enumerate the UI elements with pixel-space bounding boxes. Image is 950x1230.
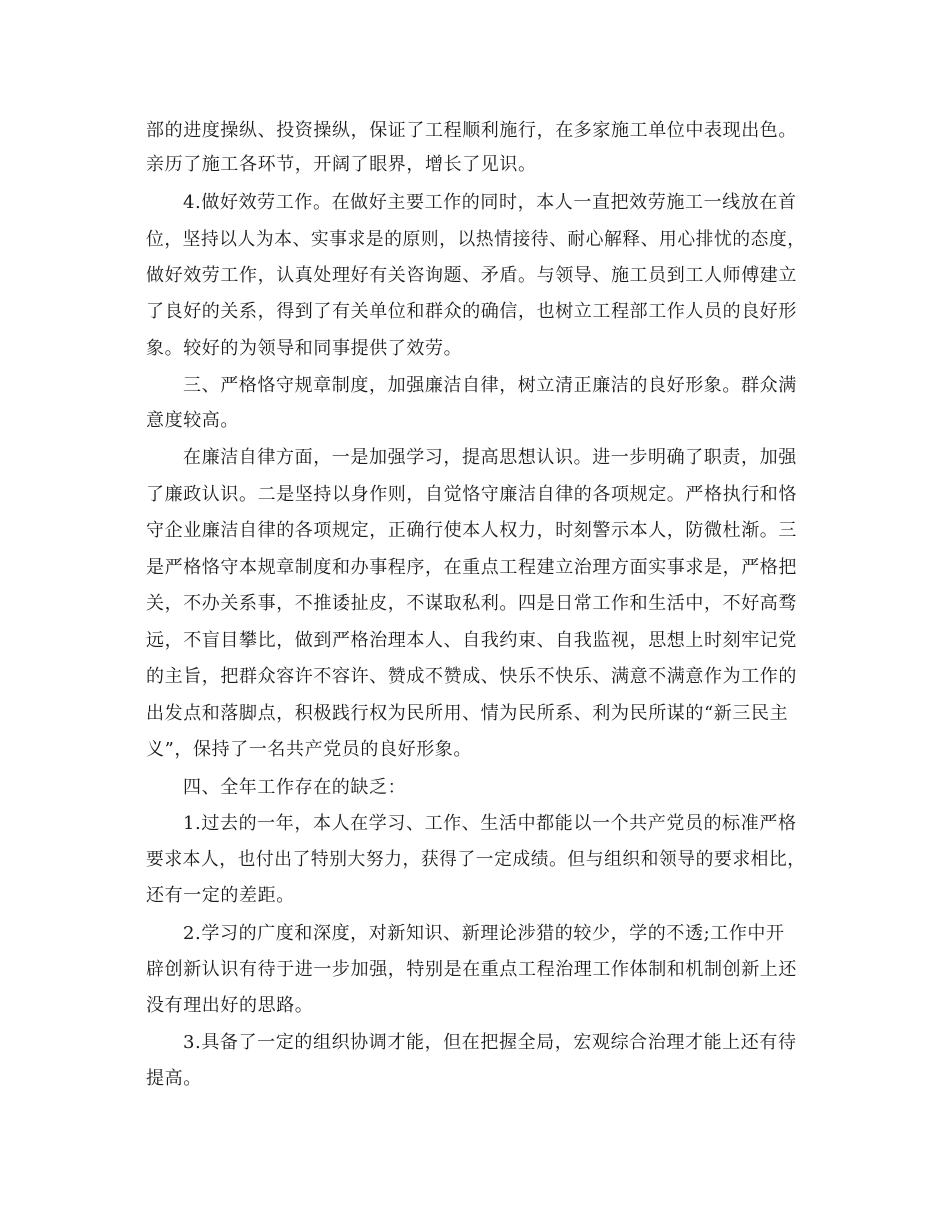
text-line: 做好效劳工作，认真处理好有关咨询题、矛盾。与领导、施工员到工人师傅建立 [146,265,797,286]
text-line: 义”，保持了一名共产党员的良好形象。 [146,739,473,760]
text-line: 三、严格恪守规章制度，加强廉洁自律，树立清正廉洁的良好形象。群众满 [183,375,797,396]
text-line: 1.过去的一年，本人在学习、工作、生活中都能以一个共产党员的标准严格 [183,813,797,834]
text-line: 出发点和落脚点，积极践行权为民所用、情为民所系、利为民所谋的“新三民主 [146,703,789,724]
text-line: 2.学习的广度和深度，对新知识、新理论涉猎的较少，学的不透;工作中开 [183,923,785,944]
text-line: 还有一定的差距。 [146,885,295,906]
text-line: 是严格恪守本规章制度和办事程序，在重点工程建立治理方面实事求是，严格把 [146,557,797,578]
text-line: 在廉洁自律方面，一是加强学习，提高思想认识。进一步明确了职责，加强 [183,447,797,468]
text-line: 了良好的关系，得到了有关单位和群众的确信，也树立工程部工作人员的良好形 [146,301,797,322]
text-line: 守企业廉洁自律的各项规定，正确行使本人权力，时刻警示本人，防微杜渐。三 [146,520,797,541]
text-line: 的主旨，把群众容许不容许、赞成不赞成、快乐不快乐、满意不满意作为工作的 [146,666,797,687]
text-line: 部的进度操纵、投资操纵，保证了工程顺利施行，在多家施工单位中表现出色。 [146,120,797,141]
text-line: 要求本人，也付出了特别大努力，获得了一定成绩。但与组织和领导的要求相比， [146,849,806,870]
text-line: 亲历了施工各环节，开阔了眼界，增长了见识。 [146,154,537,175]
text-line: 四、全年工作存在的缺乏： [183,777,407,798]
text-line: 4.做好效劳工作。在做好主要工作的同时，本人一直把效劳施工一线放在首 [183,192,797,213]
text-line: 关，不办关系事，不推诿扯皮，不谋取私利。四是日常工作和生活中，不好高骛 [146,593,797,614]
text-line: 没有理出好的思路。 [146,995,314,1016]
text-line: 意度较高。 [146,410,239,431]
text-line: 远，不盲目攀比，做到严格治理本人、自我约束、自我监视，思想上时刻牢记党 [146,630,797,651]
text-line: 提高。 [146,1068,202,1089]
text-line: 位，坚持以人为本、实事求是的原则，以热情接待、耐心解释、用心排忧的态度， [146,229,806,250]
text-line: 象。较好的为领导和同事提供了效劳。 [146,338,463,359]
text-line: 辟创新认识有待于进一步加强，特别是在重点工程治理工作体制和机制创新上还 [146,959,797,980]
text-line: 了廉政认识。二是坚持以身作则，自觉恪守廉洁自律的各项规定。严格执行和恪 [146,484,797,505]
text-line: 3.具备了一定的组织协调才能，但在把握全局，宏观综合治理才能上还有待 [183,1032,797,1053]
